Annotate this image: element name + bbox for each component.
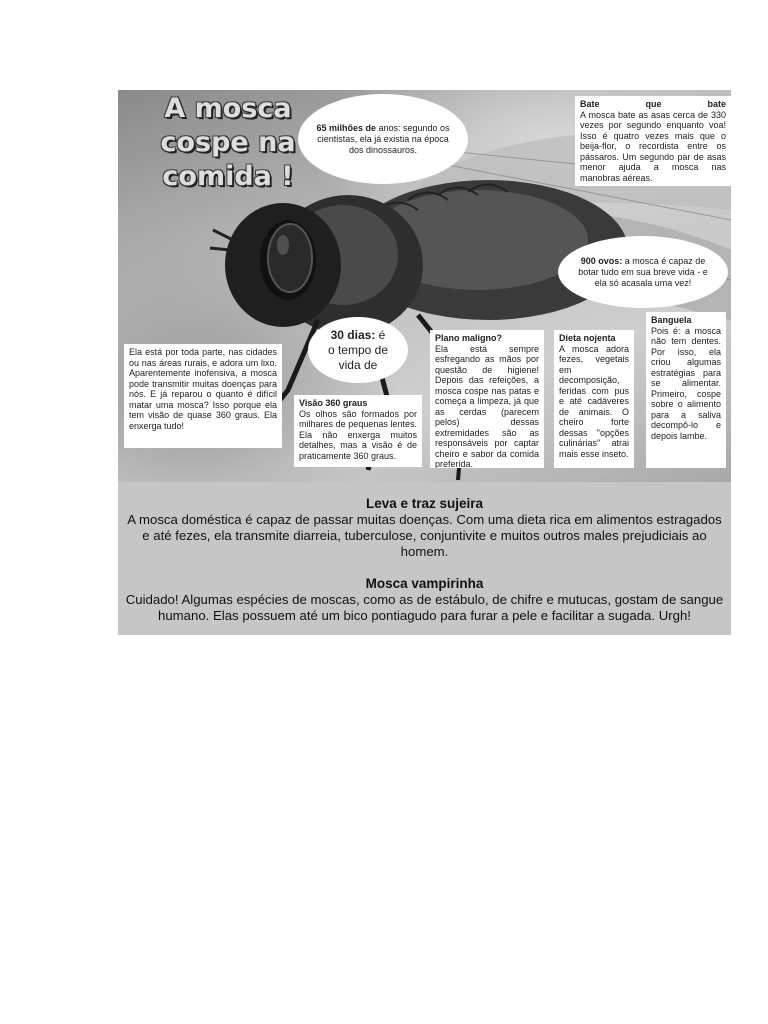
box-intro-text: Ela está por toda parte, nas cidades ou nas áreas rurais, e adora um lixo. Aparentemente inofensiva, a mosca pode transmitir muitas doenças para nós. E já reparou o quanto é difícil matar uma mosca? Isso porque ela tem visão de quase 360 graus. Ela enxerga tudo! — [129, 347, 277, 431]
heading-mosca-vampirinha: Mosca vampirinha — [365, 576, 484, 591]
bubble-65-milhoes — [298, 94, 468, 184]
bubble-900-text: a mosca é capaz de botar tudo em sua breve vida - e ela só acasala uma vez! — [578, 255, 708, 288]
box-visao-text: Os olhos são formados por milhares de pequenas lentes. Ela não enxerga muitos detalhes, mas a visão é de praticamente 360 graus. — [299, 408, 417, 461]
box-banguela-head: Banguela — [651, 315, 692, 325]
box-bate-head-a: Bate — [580, 99, 600, 109]
box-bate-text: A mosca bate as asas cerca de 330 vezes por segundo enquanto voa! Isso é quatro vezes mais que o beija-flor, o recordista entre os pássaros. Um segundo par de asas menor ajuda a mosca nas manobras aéreas. — [580, 109, 726, 183]
bubble-900-head: 900 ovos: — [580, 255, 623, 266]
box-banguela-text: Pois é: a mosca não tem dentes. Por isso, ela criou algumas estratégias para se alimentar. Primeiro, cospe sobre o alimento para a saliva decompô-lo e depois lambe. — [651, 325, 721, 441]
box-bate-head-c: bate — [707, 99, 726, 109]
title-line-3: comida ! — [162, 161, 294, 192]
bubble-30-tail: é — [378, 327, 386, 342]
heading-leva-e-traz: Leva e traz sujeira — [365, 496, 484, 511]
box-bate-head-b: que — [645, 99, 662, 109]
box-dieta-text: A mosca adora fezes, vegetais em decomposição, feridas com pus e até cadáveres de animais. O cheiro forte dessas "opções culinárias" atrai mais esse inseto. — [559, 343, 629, 459]
box-intro — [124, 344, 282, 448]
box-plano-head: Plano maligno? — [435, 333, 503, 343]
title-line-1: A mosca — [164, 93, 292, 124]
box-dieta-nojenta — [554, 330, 634, 468]
box-bate-que-bate — [575, 96, 731, 186]
box-bate-head — [580, 99, 726, 110]
box-plano-text: Ela está sempre esfregando as mãos por questão de higiene! Depois das refeições, a mosca cospe nas patas e começa a limpeza, já que as cerdas (parecem pelos) dessas extremidades são as responsáveis por captar cheiro e sabor da comida preferida. — [435, 343, 539, 468]
bubble-30-head: 30 dias: — [330, 327, 376, 342]
bubble-65-text: anos: segundo os cientistas, ela já existia na época dos dinossauros. — [317, 122, 450, 155]
paragraph-mosca-vampirinha: Cuidado! Algumas espécies de moscas, como as de estábulo, de chifre e mutucas, gostam de sangue humano. Elas possuem até um bico pontiagudo para furar a pele e facilitar a sugada. Urgh! — [125, 592, 724, 623]
poster — [118, 90, 731, 635]
box-dieta-head: Dieta nojenta — [559, 333, 616, 343]
bottom-panel — [118, 482, 731, 635]
bubble-30-line3: vida de — [338, 357, 378, 372]
bubble-30-line2: o tempo de — [327, 342, 389, 357]
bubble-30-dias — [308, 317, 408, 383]
bubble-900-ovos — [558, 236, 728, 308]
main-title — [148, 92, 308, 194]
box-visao-360 — [294, 395, 422, 467]
title-line-2: cospe na — [160, 127, 296, 158]
paragraph-leva-e-traz: A mosca doméstica é capaz de passar muitas doenças. Com uma dieta rica em alimentos estragados e até fezes, ela transmite diarreia, tuberculose, conjuntivite e muitos outros males prejudiciais ao homem. — [127, 512, 722, 559]
box-visao-head: Visão 360 graus — [299, 398, 368, 408]
bubble-65-head: 65 milhões de — [316, 122, 376, 133]
box-banguela — [646, 312, 726, 468]
box-plano-maligno — [430, 330, 544, 468]
fly-photo — [118, 90, 731, 482]
